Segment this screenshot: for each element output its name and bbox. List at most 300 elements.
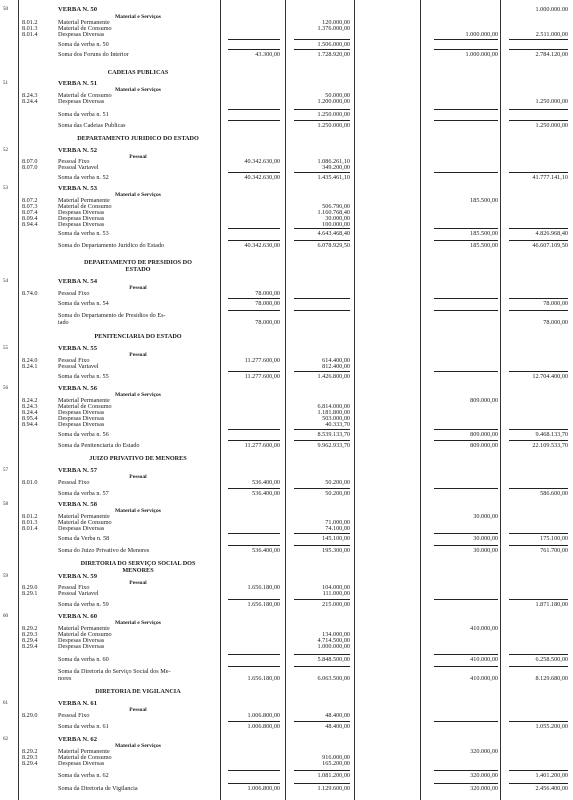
total-rule (228, 39, 280, 40)
description: Material de Consumo (58, 754, 112, 761)
amount-services: 48.400,00 (325, 712, 350, 719)
margin-number: 55 (3, 346, 8, 351)
amount-total: 46.607.109,50 (532, 242, 568, 249)
account-code: 8.29.4 (22, 637, 38, 644)
total-rule (228, 533, 280, 534)
account-code: 8.24.4 (22, 98, 38, 105)
total-rule (434, 172, 498, 173)
total-rule (294, 39, 350, 40)
description: Material e Serviços (115, 87, 161, 93)
margin-number: 56 (3, 386, 8, 391)
amount-personnel: 1.656.180,00 (247, 584, 280, 591)
description: VERBA N. 54 (58, 278, 98, 285)
description: Pessoal Fixo (58, 290, 90, 297)
amount-capital: 185.500,00 (470, 242, 498, 249)
ledger-row (0, 455, 573, 463)
total-rule (509, 770, 568, 771)
amount-personnel: 78.000,00 (255, 319, 280, 326)
ledger-row (0, 290, 573, 298)
amount-services: 50.000,00 (325, 92, 350, 99)
description: Material Permanente (58, 625, 110, 632)
total-rule (434, 770, 498, 771)
total-rule (434, 533, 498, 534)
amount-services: 74.100,00 (325, 525, 350, 532)
account-code: 8.07.0 (22, 164, 38, 171)
amount-total: 22.109.533,70 (532, 442, 568, 449)
description: Soma da verba n. 54 (58, 300, 109, 307)
amount-total: 8.129.680,00 (535, 675, 568, 682)
description: Soma da verba n. 57 (58, 490, 109, 497)
amount-services: 215.000,00 (322, 601, 350, 608)
total-rule (294, 654, 350, 655)
total-rule (294, 298, 350, 299)
account-code: 8.24.3 (22, 403, 38, 410)
description: Soma da verba n. 61 (58, 723, 109, 730)
amount-total: 1.250.000,00 (535, 98, 568, 105)
margin-number: 60 (3, 614, 8, 619)
amount-personnel: 536.400,00 (252, 547, 280, 554)
total-rule (434, 240, 498, 241)
amount-capital: 1.000.000,00 (465, 51, 498, 58)
ledger-row (0, 712, 573, 720)
description: Despesas Diversas (58, 637, 105, 644)
total-rule (509, 240, 568, 241)
description: Material e Serviços (115, 743, 161, 749)
ledger-row (0, 431, 573, 439)
margin-number: 50 (3, 7, 8, 12)
total-rule (434, 440, 498, 441)
amount-total: 6.258.500,00 (535, 656, 568, 663)
description: Pessoal Fixo (58, 712, 90, 719)
margin-number: 61 (3, 701, 8, 706)
total-rule (434, 298, 498, 299)
ledger-row (0, 164, 573, 172)
amount-total: 761.700,00 (540, 547, 568, 554)
ledger-row (0, 300, 573, 308)
description: Soma da verba n. 50 (58, 41, 109, 48)
amount-services: 71.000,00 (325, 519, 350, 526)
amount-services: 1.435.461,10 (317, 174, 350, 181)
description: VERBA N. 59 (58, 573, 98, 580)
amount-services: 6.063.500,00 (317, 675, 350, 682)
description: Soma da Diretoria do Serviço Social dos Me- (58, 668, 171, 675)
total-rule (434, 228, 498, 229)
ledger-row (0, 525, 573, 533)
amount-services: 48.400,00 (325, 723, 350, 730)
description: Material de Consumo (58, 25, 112, 32)
amount-total: 9.468.133,70 (535, 431, 568, 438)
ledger-row (0, 111, 573, 119)
account-code: 8.01.0 (22, 479, 38, 486)
amount-capital: 320.000,00 (470, 785, 498, 792)
total-rule (434, 783, 498, 784)
total-rule (294, 429, 350, 430)
amount-personnel: 43.300,00 (255, 51, 280, 58)
description: Pessoal (129, 474, 147, 480)
total-rule (509, 109, 568, 110)
amount-capital: 410.000,00 (470, 656, 498, 663)
amount-services: 134.000,00 (322, 631, 350, 638)
description: Soma da verba n. 51 (58, 111, 109, 118)
description: VERBA N. 55 (58, 345, 98, 352)
total-rule (294, 666, 350, 667)
amount-services: 5.848.500,00 (317, 656, 350, 663)
amount-services: 1.081.200,00 (317, 772, 350, 779)
description: Material Permanente (58, 513, 110, 520)
description: Soma da verba n. 62 (58, 772, 109, 779)
ledger-row (0, 122, 573, 130)
total-rule (294, 120, 350, 121)
amount-total: 2.784.120,00 (535, 51, 568, 58)
account-code: 8.94.4 (22, 221, 38, 228)
total-rule (509, 654, 568, 655)
total-rule (509, 721, 568, 722)
amount-capital: 410.000,00 (470, 675, 498, 682)
amount-personnel: 11.277.600,00 (244, 373, 280, 380)
description: Pessoal Variavel (58, 590, 99, 597)
amount-services: 506.790,00 (322, 203, 350, 210)
description: DIRETORIA DO SERVIÇO SOCIAL DOS (80, 560, 196, 567)
total-rule (228, 109, 280, 110)
account-code: 8.01.2 (22, 19, 38, 26)
total-rule (434, 488, 498, 489)
amount-capital: 30.000,00 (473, 547, 498, 554)
account-code: 8.24.2 (22, 397, 38, 404)
description: Pessoal Variavel (58, 164, 99, 171)
account-code: 8.24.0 (22, 357, 38, 364)
description: Soma da verba n. 56 (58, 431, 109, 438)
account-code: 8.01.4 (22, 31, 38, 38)
account-code: 8.09.4 (22, 215, 38, 222)
amount-services: 4.643.468,40 (317, 230, 350, 237)
amount-personnel: 40.342.630,00 (244, 174, 280, 181)
total-rule (294, 172, 350, 173)
description: Material e Serviços (115, 508, 161, 514)
account-code: 8.24.4 (22, 409, 38, 416)
account-code: 8.24.3 (22, 92, 38, 99)
total-rule (294, 440, 350, 441)
total-rule (434, 49, 498, 50)
margin-number: 59 (3, 574, 8, 579)
amount-total: 1.250.000,00 (535, 122, 568, 129)
amount-personnel: 11.277.600,00 (244, 442, 280, 449)
ledger-row (0, 31, 573, 39)
account-code: 8.24.1 (22, 363, 38, 370)
description: Soma do Departamento de Presidios do Es- (58, 312, 166, 319)
amount-personnel: 1.656.180,00 (247, 601, 280, 608)
account-code: 8.07.0 (22, 158, 38, 165)
description: Despesas Diversas (58, 525, 105, 532)
description: Pessoal (129, 285, 147, 291)
description: Material e Serviços (115, 392, 161, 398)
description: Soma da verba n. 55 (58, 373, 109, 380)
account-code: 8.07.3 (22, 203, 38, 210)
account-code: 8.07.2 (22, 197, 38, 204)
total-rule (294, 310, 350, 311)
account-code: 8.29.3 (22, 631, 38, 638)
amount-total: 41.777.141,10 (532, 174, 568, 181)
description: Pessoal (129, 580, 147, 586)
ledger-row (0, 230, 573, 238)
amount-services: 1.200.000,00 (317, 98, 350, 105)
amount-capital: 809.000,00 (470, 397, 498, 404)
amount-total: 1.055.200,00 (535, 723, 568, 730)
amount-services: 1.181.800,00 (317, 409, 350, 416)
total-rule (228, 371, 280, 372)
amount-personnel: 536.400,00 (252, 479, 280, 486)
total-rule (228, 240, 280, 241)
total-rule (228, 228, 280, 229)
description: CADEIAS PUBLICAS (107, 69, 169, 76)
amount-services: 111.000,00 (322, 590, 350, 597)
description: Material Permanente (58, 397, 110, 404)
description: Despesas Diversas (58, 421, 105, 428)
total-rule (434, 599, 498, 600)
total-rule (434, 109, 498, 110)
description: Pessoal Fixo (58, 479, 90, 486)
amount-services: 1.250.000,00 (317, 122, 350, 129)
amount-services: 916.000,00 (322, 754, 350, 761)
description: Material de Consumo (58, 631, 112, 638)
account-code: 8.07.4 (22, 209, 38, 216)
description: DEPARTAMENTO JURIDICO DO ESTADO (77, 135, 199, 142)
account-code: 8.29.2 (22, 748, 38, 755)
description: Soma da verba n. 53 (58, 230, 109, 237)
amount-services: 50.200,00 (325, 490, 350, 497)
total-rule (228, 172, 280, 173)
amount-capital: 1.000.000,00 (465, 31, 498, 38)
amount-services: 1.160.768,40 (317, 209, 350, 216)
margin-number: 62 (3, 737, 8, 742)
amount-services: 1.250.000,00 (317, 111, 350, 118)
ledger-row (0, 266, 573, 274)
amount-personnel: 40.342.630,00 (244, 158, 280, 165)
amount-capital: 30.000,00 (473, 535, 498, 542)
description: Material e Serviços (115, 620, 161, 626)
amount-services: 6.814.000,00 (317, 403, 350, 410)
ledger-row (0, 41, 573, 49)
amount-total: 586.600,00 (540, 490, 568, 497)
description: Material e Serviços (115, 192, 161, 198)
ledger-row (0, 479, 573, 487)
amount-total: 1.000.000.00 (535, 6, 568, 13)
ledger-row (0, 319, 573, 327)
description: Material Permanente (58, 197, 110, 204)
total-rule (509, 599, 568, 600)
description: Material de Consumo (58, 203, 112, 210)
amount-services: 1.086.261,10 (317, 158, 350, 165)
description: Pessoal Fixo (58, 584, 90, 591)
amount-services: 503.000,00 (322, 415, 350, 422)
description: DEPARTAMENTO DE PRESIDIOS DO (84, 259, 192, 266)
margin-number: 52 (3, 148, 8, 153)
amount-services: 1.376.000,00 (317, 25, 350, 32)
total-rule (434, 545, 498, 546)
ledger-row (0, 785, 573, 793)
ledger-row (0, 373, 573, 381)
description: DIRETORIA DE VIGILANCIA (95, 688, 181, 695)
amount-services: 145.100,00 (322, 535, 350, 542)
description: ESTADO (125, 266, 151, 273)
description: Pessoal (129, 154, 147, 160)
total-rule (509, 298, 568, 299)
total-rule (294, 371, 350, 372)
total-rule (294, 240, 350, 241)
amount-personnel: 78.000,00 (255, 290, 280, 297)
total-rule (228, 49, 280, 50)
total-rule (228, 599, 280, 600)
description: Pessoal (129, 352, 147, 358)
total-rule (434, 429, 498, 430)
amount-services: 1.426.800,00 (317, 373, 350, 380)
description: VERBA N. 52 (58, 147, 98, 154)
total-rule (509, 666, 568, 667)
amount-services: 1.129.600,00 (317, 785, 350, 792)
description: Despesas Diversas (58, 409, 105, 416)
total-rule (228, 783, 280, 784)
description: Material de Consumo (58, 92, 112, 99)
description: VERBA N. 60 (58, 613, 98, 620)
amount-services: 100.000,00 (322, 221, 350, 228)
total-rule (509, 440, 568, 441)
amount-services: 614.400,00 (322, 357, 350, 364)
account-code: 8.95.4 (22, 415, 38, 422)
description: Despesas Diversas (58, 760, 105, 767)
ledger-row (0, 688, 573, 696)
account-code: 8.29.0 (22, 584, 38, 591)
total-rule (434, 371, 498, 372)
total-rule (228, 666, 280, 667)
total-rule (228, 654, 280, 655)
total-rule (509, 39, 568, 40)
description: Soma dos Foruns do Interior (58, 51, 129, 58)
total-rule (434, 310, 498, 311)
description: Soma da verba n. 59 (58, 601, 109, 608)
amount-capital: 185.500,00 (470, 197, 498, 204)
ledger-row (0, 442, 573, 450)
amount-services: 120.000,00 (322, 19, 350, 26)
ledger-row (0, 242, 573, 250)
ledger-row (0, 760, 573, 768)
amount-total: 78.000,00 (543, 300, 568, 307)
ledger-row (0, 547, 573, 555)
account-code: 8.29.2 (22, 625, 38, 632)
amount-personnel: 536.400,00 (252, 490, 280, 497)
total-rule (434, 666, 498, 667)
description: Soma do Juizo Privativo de Menores (58, 547, 150, 554)
amount-services: 1.728.920,00 (317, 51, 350, 58)
description: Material Permanente (58, 19, 110, 26)
description: Pessoal Fixo (58, 158, 90, 165)
ledger-row (0, 69, 573, 77)
description: Despesas Diversas (58, 98, 105, 105)
ledger-row (0, 643, 573, 651)
total-rule (294, 533, 350, 534)
total-rule (434, 39, 498, 40)
description: tado (58, 319, 69, 326)
description: Soma da Verba n. 58 (58, 535, 110, 542)
amount-services: 30.000,00 (325, 215, 350, 222)
description: Despesas Diversas (58, 415, 105, 422)
total-rule (294, 599, 350, 600)
total-rule (294, 770, 350, 771)
description: VERBA N. 50 (58, 6, 98, 13)
amount-services: 349.200,00 (322, 164, 350, 171)
ledger-row (0, 772, 573, 780)
total-rule (509, 488, 568, 489)
total-rule (294, 783, 350, 784)
ledger-row (0, 421, 573, 429)
account-code: 8.29.4 (22, 760, 38, 767)
total-rule (228, 770, 280, 771)
total-rule (509, 120, 568, 121)
account-code: 8.29.1 (22, 590, 38, 597)
amount-personnel: 1.006.800,00 (247, 723, 280, 730)
description: Material de Consumo (58, 519, 112, 526)
ledger-row (0, 590, 573, 598)
amount-capital: 410.000,00 (470, 625, 498, 632)
amount-services: 1.000.000,00 (317, 643, 350, 650)
total-rule (509, 172, 568, 173)
amount-services: 6.078.929,50 (317, 242, 350, 249)
amount-total: 1.871.180,00 (535, 601, 568, 608)
amount-personnel: 11.277.600,00 (244, 357, 280, 364)
total-rule (509, 228, 568, 229)
description: JUIZO PRIVATIVO DE MENORES (89, 455, 187, 462)
description: VERBA N. 51 (58, 80, 98, 87)
amount-services: 8.539.133,70 (317, 431, 350, 438)
total-rule (434, 721, 498, 722)
account-code: 8.01.3 (22, 519, 38, 526)
total-rule (228, 488, 280, 489)
description: Despesas Diversas (58, 643, 105, 650)
account-code: 8.29.3 (22, 754, 38, 761)
total-rule (434, 120, 498, 121)
amount-total: 4.826.968,40 (535, 230, 568, 237)
total-rule (228, 298, 280, 299)
description: Pessoal Variavel (58, 363, 99, 370)
amount-services: 165.200,00 (322, 760, 350, 767)
amount-services: 812.400,00 (322, 363, 350, 370)
description: Pessoal (129, 707, 147, 713)
margin-number: 54 (3, 279, 8, 284)
total-rule (294, 488, 350, 489)
description: Soma do Departamento Juridico do Estado (58, 242, 165, 249)
description: Material e Serviços (115, 14, 161, 20)
amount-services: 9.962.933,70 (317, 442, 350, 449)
amount-capital: 809.000,00 (470, 431, 498, 438)
account-code: 8.01.4 (22, 525, 38, 532)
amount-capital: 320.000,00 (470, 748, 498, 755)
total-rule (294, 545, 350, 546)
total-rule (509, 371, 568, 372)
amount-personnel: 1.006.800,00 (247, 785, 280, 792)
amount-personnel: 1.006.800,00 (247, 712, 280, 719)
total-rule (509, 49, 568, 50)
ledger-row (0, 656, 573, 664)
account-code: 8.01.3 (22, 25, 38, 32)
ledger-row (0, 723, 573, 731)
total-rule (434, 654, 498, 655)
ledger-row (0, 174, 573, 182)
total-rule (228, 721, 280, 722)
description: Pessoal Fixo (58, 357, 90, 364)
total-rule (509, 783, 568, 784)
description: MENORES (122, 567, 154, 574)
amount-services: 40.333,70 (325, 421, 350, 428)
description: Soma da Diretoria de Vigilancia (58, 785, 138, 792)
total-rule (294, 228, 350, 229)
